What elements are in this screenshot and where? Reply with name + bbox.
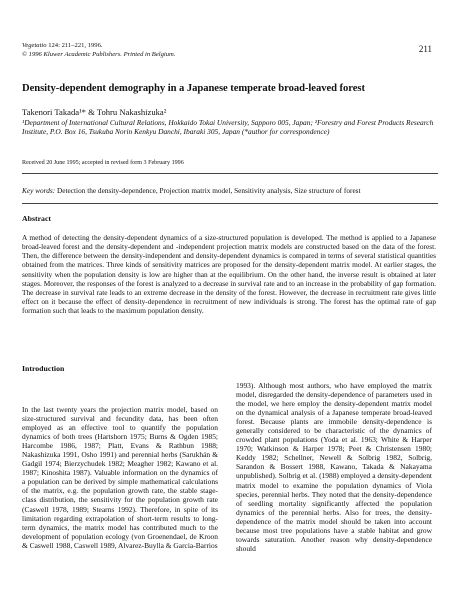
introduction-heading: Introduction	[22, 364, 65, 373]
body-column-left	[22, 405, 218, 550]
author-list: Takenori Takada¹* & Tohru Nakashizuka²	[22, 107, 167, 117]
copyright-line: © 1996 Kluwer Academic Publishers. Printed in Belgium.	[22, 50, 176, 58]
keywords-label: Key words:	[22, 186, 56, 195]
abstract-text: A method of detecting the density-dependent dynamics of a size-structured population is developed. The method is applied to a Japanese broad-leaved forest and the density-dependent and -independent projection matrix models are constructed based on the data of the forest. Then, the difference between the density-independent and density-dependent dynamics is compared in terms of several statistical quantities obtained from the matrices. Three kinds of sensitivity matrices are proposed for the density-dependent matrix model. At earlier stages, the sensitivity when the population density is low are higher than at the equilibrium. On the other hand, the inverse result is obtained at later stages. Moreover, the responses of the forest is analyzed to a decrease in survival rate and to an increase in the probability of gap formation. The decrease in survival rate leads to an extreme decrease in the density of the forest. However, the decrease in recruitment rate gives little effect on it because the effect of density-dependence in recruitment of new individuals is strong. The forest has the optimal rate of gap formation such that leads to the maximum population density.	[22, 233, 436, 316]
page-number: 211	[418, 44, 432, 54]
received-date: Received 20 June 1995; accepted in revised form 3 February 1996	[22, 160, 184, 166]
journal-citation	[22, 42, 322, 51]
journal-header	[22, 42, 322, 59]
divider-top	[22, 173, 438, 174]
citation-volume: 124: 211–221, 1996.	[48, 42, 103, 49]
intro-paragraph-left: In the last twenty years the projection matrix model, based on size-structured survival and fecundity data, has been often employed as an effective tool to quantify the population dynamics of both trees (Hartshorn 1975; Burns & Ogden 1985; Harcombe 1986, 1987; Platt, Evans & Rathbun 1988; Nakashizuka 1991, Osho 1991) and perennial herbs (Sarukhán & Gadgil 1974; Bierzychudek 1982; Meagher 1982; Kawano et al. 1987; Kinoshita 1987). Valuable information on the dynamics of a population can be derived by simple mathematical calculations of the matrix, e.g. the population growth rate, the stable stage-class distribution, the sensitivity for the population growth rate (Caswell 1978, 1989; Stearns 1992). Therefore, in spite of its limitation regarding extrapolation of short-term results to long-term dynamics, the matrix model has contributed much to the development of population ecology (von Groenendael, de Kroon & Caswell 1988, Caswell 1989, Alvarez-Buylla & Garcia-Barrios	[22, 405, 218, 550]
affiliations: ¹Department of International Cultural Relations, Hokkaido Tokai University, Sapporo 005, Japan; ²Forestry and Forest Products Research Institute, P.O. Box 16, Tsukuba Norin Kenkyu Danchi, Ibaraki 305, Japan (*author for correspondence)	[22, 118, 434, 136]
intro-paragraph-right: 1993). Although most authors, who have employed the matrix model, disregarded the density-dependence of parameters used in the model, we here employ the density-dependent matrix model on the dynamical analysis of a Japanese temperate broad-leaved forest. Because plants are immobile density-dependence is generally considered to be characteristic of the dynamics of crowded plant populations (Yoda et al. 1963; White & Harper 1970; Watkinson & Harper 1978; Peet & Christensen 1980; Keddy 1982; Schellner, Newell & Solbrig 1982, Solbrig, Sarandon & Bossert 1988, Kawano, Takada & Nakayama unpublished). Solbrig et al. (1988) employed a density-dependent matrix model to examine the population dynamics of Viola species, perennial herbs. They noted that the density-dependence of seedling mortality significantly affected the population dynamics of the perennial herbs. Also for trees, the density-dependence of the matrix model should be taken into account because most tree populations have a stable habitat and grow towards saturation. Another reason why density-dependence should	[236, 381, 432, 553]
divider-bottom	[22, 203, 438, 204]
abstract-heading: Abstract	[22, 214, 52, 223]
keywords-text: Detection the density-dependence, Projection matrix model, Sensitivity analysis, Size structure of forest	[57, 186, 361, 195]
keywords	[22, 186, 442, 195]
paper-title: Density-dependent demography in a Japanese temperate broad-leaved forest	[22, 83, 365, 94]
body-column-right	[236, 381, 432, 553]
journal-name: Vegetatio	[22, 42, 47, 49]
